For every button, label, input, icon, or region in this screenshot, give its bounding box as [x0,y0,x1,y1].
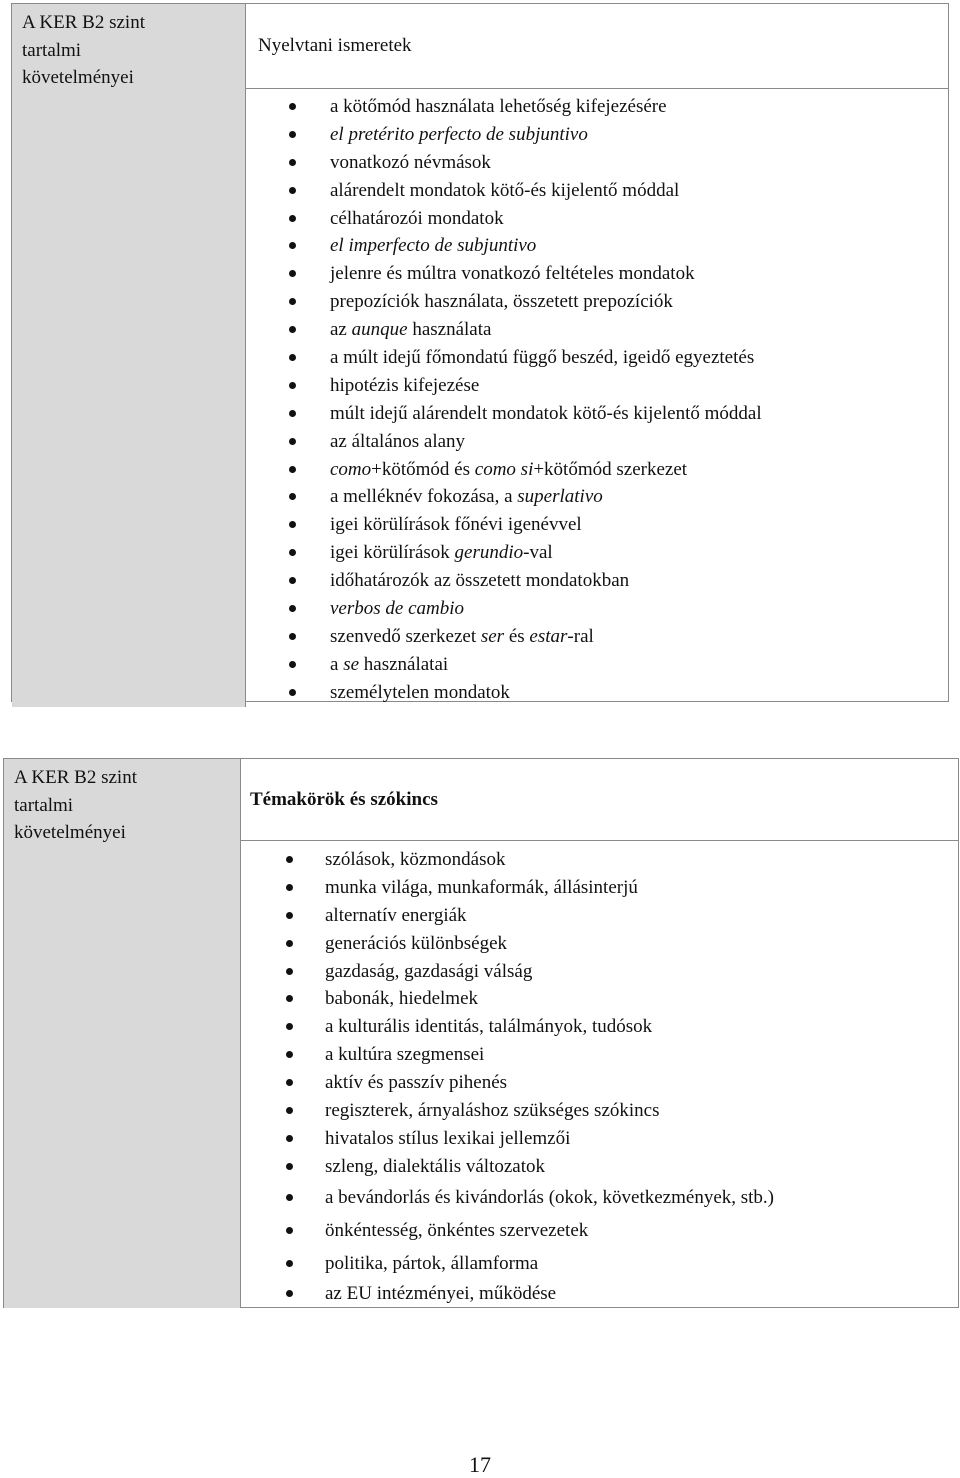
bullet-list [246,89,948,707]
list-item: regiszterek, árnyaláshoz szükséges szókincs [241,1097,958,1125]
list-item: időhatározók az összetett mondatokban [246,567,948,595]
level-cell [12,4,246,707]
list-item: vonatkozó névmások [246,149,948,177]
level-cell [4,759,241,1308]
list-item: gazdaság, gazdasági válság [241,958,958,986]
page-number: 17 [469,1452,491,1477]
list-item: a kötőmód használata lehetőség kifejezésére [246,93,948,121]
list-item: az aunque használata [246,316,948,344]
list-item: szólások, közmondások [241,846,958,874]
list-item: a melléknév fokozása, a superlativo [246,483,948,511]
list-item: verbos de cambio [246,595,948,623]
list-item: múlt idejű alárendelt mondatok kötő-és kijelentő móddal [246,400,948,428]
list-item: személytelen mondatok [246,679,948,707]
list-item: politika, pártok, államforma [241,1247,958,1280]
list-item: alternatív energiák [241,902,958,930]
level-label: A KER B2 szint tartalmi követelményei [14,767,137,843]
item-list-cell [246,89,948,707]
list-item: a múlt idejű főmondatú függő beszéd, igeidő egyeztetés [246,344,948,372]
bullet-list [241,841,958,1308]
list-item: az EU intézményei, működése [241,1280,958,1308]
list-item: a bevándorlás és kivándorlás (okok, következmények, stb.) [241,1181,958,1214]
section-heading: Nyelvtani ismeretek [246,4,948,89]
list-item: célhatározói mondatok [246,205,948,233]
list-item: igei körülírások gerundio-val [246,539,948,567]
list-item: alárendelt mondatok kötő-és kijelentő móddal [246,177,948,205]
list-item: generációs különbségek [241,930,958,958]
list-item: aktív és passzív pihenés [241,1069,958,1097]
list-item: jelenre és múltra vonatkozó feltételes mondatok [246,260,948,288]
list-item: munka világa, munkaformák, állásinterjú [241,874,958,902]
list-item: hipotézis kifejezése [246,372,948,400]
list-item: a kultúra szegmensei [241,1041,958,1069]
level-label: A KER B2 szint tartalmi követelményei [22,12,145,88]
list-item: a kulturális identitás, találmányok, tudósok [241,1013,958,1041]
list-item: szleng, dialektális változatok [241,1153,958,1181]
list-item: como+kötőmód és como si+kötőmód szerkezet [246,456,948,484]
list-item: hivatalos stílus lexikai jellemzői [241,1125,958,1153]
list-item: prepozíciók használata, összetett prepozíciók [246,288,948,316]
section-heading: Témakörök és szókincs [241,759,958,841]
list-item: babonák, hiedelmek [241,985,958,1013]
list-item: el imperfecto de subjuntivo [246,232,948,260]
list-item: a se használatai [246,651,948,679]
topics-table [3,758,959,1308]
grammar-table [11,3,949,702]
list-item: el pretérito perfecto de subjuntivo [246,121,948,149]
item-list-cell [241,841,958,1308]
list-item: szenvedő szerkezet ser és estar-ral [246,623,948,651]
list-item: önkéntesség, önkéntes szervezetek [241,1214,958,1247]
list-item: igei körülírások főnévi igenévvel [246,511,948,539]
list-item: az általános alany [246,428,948,456]
